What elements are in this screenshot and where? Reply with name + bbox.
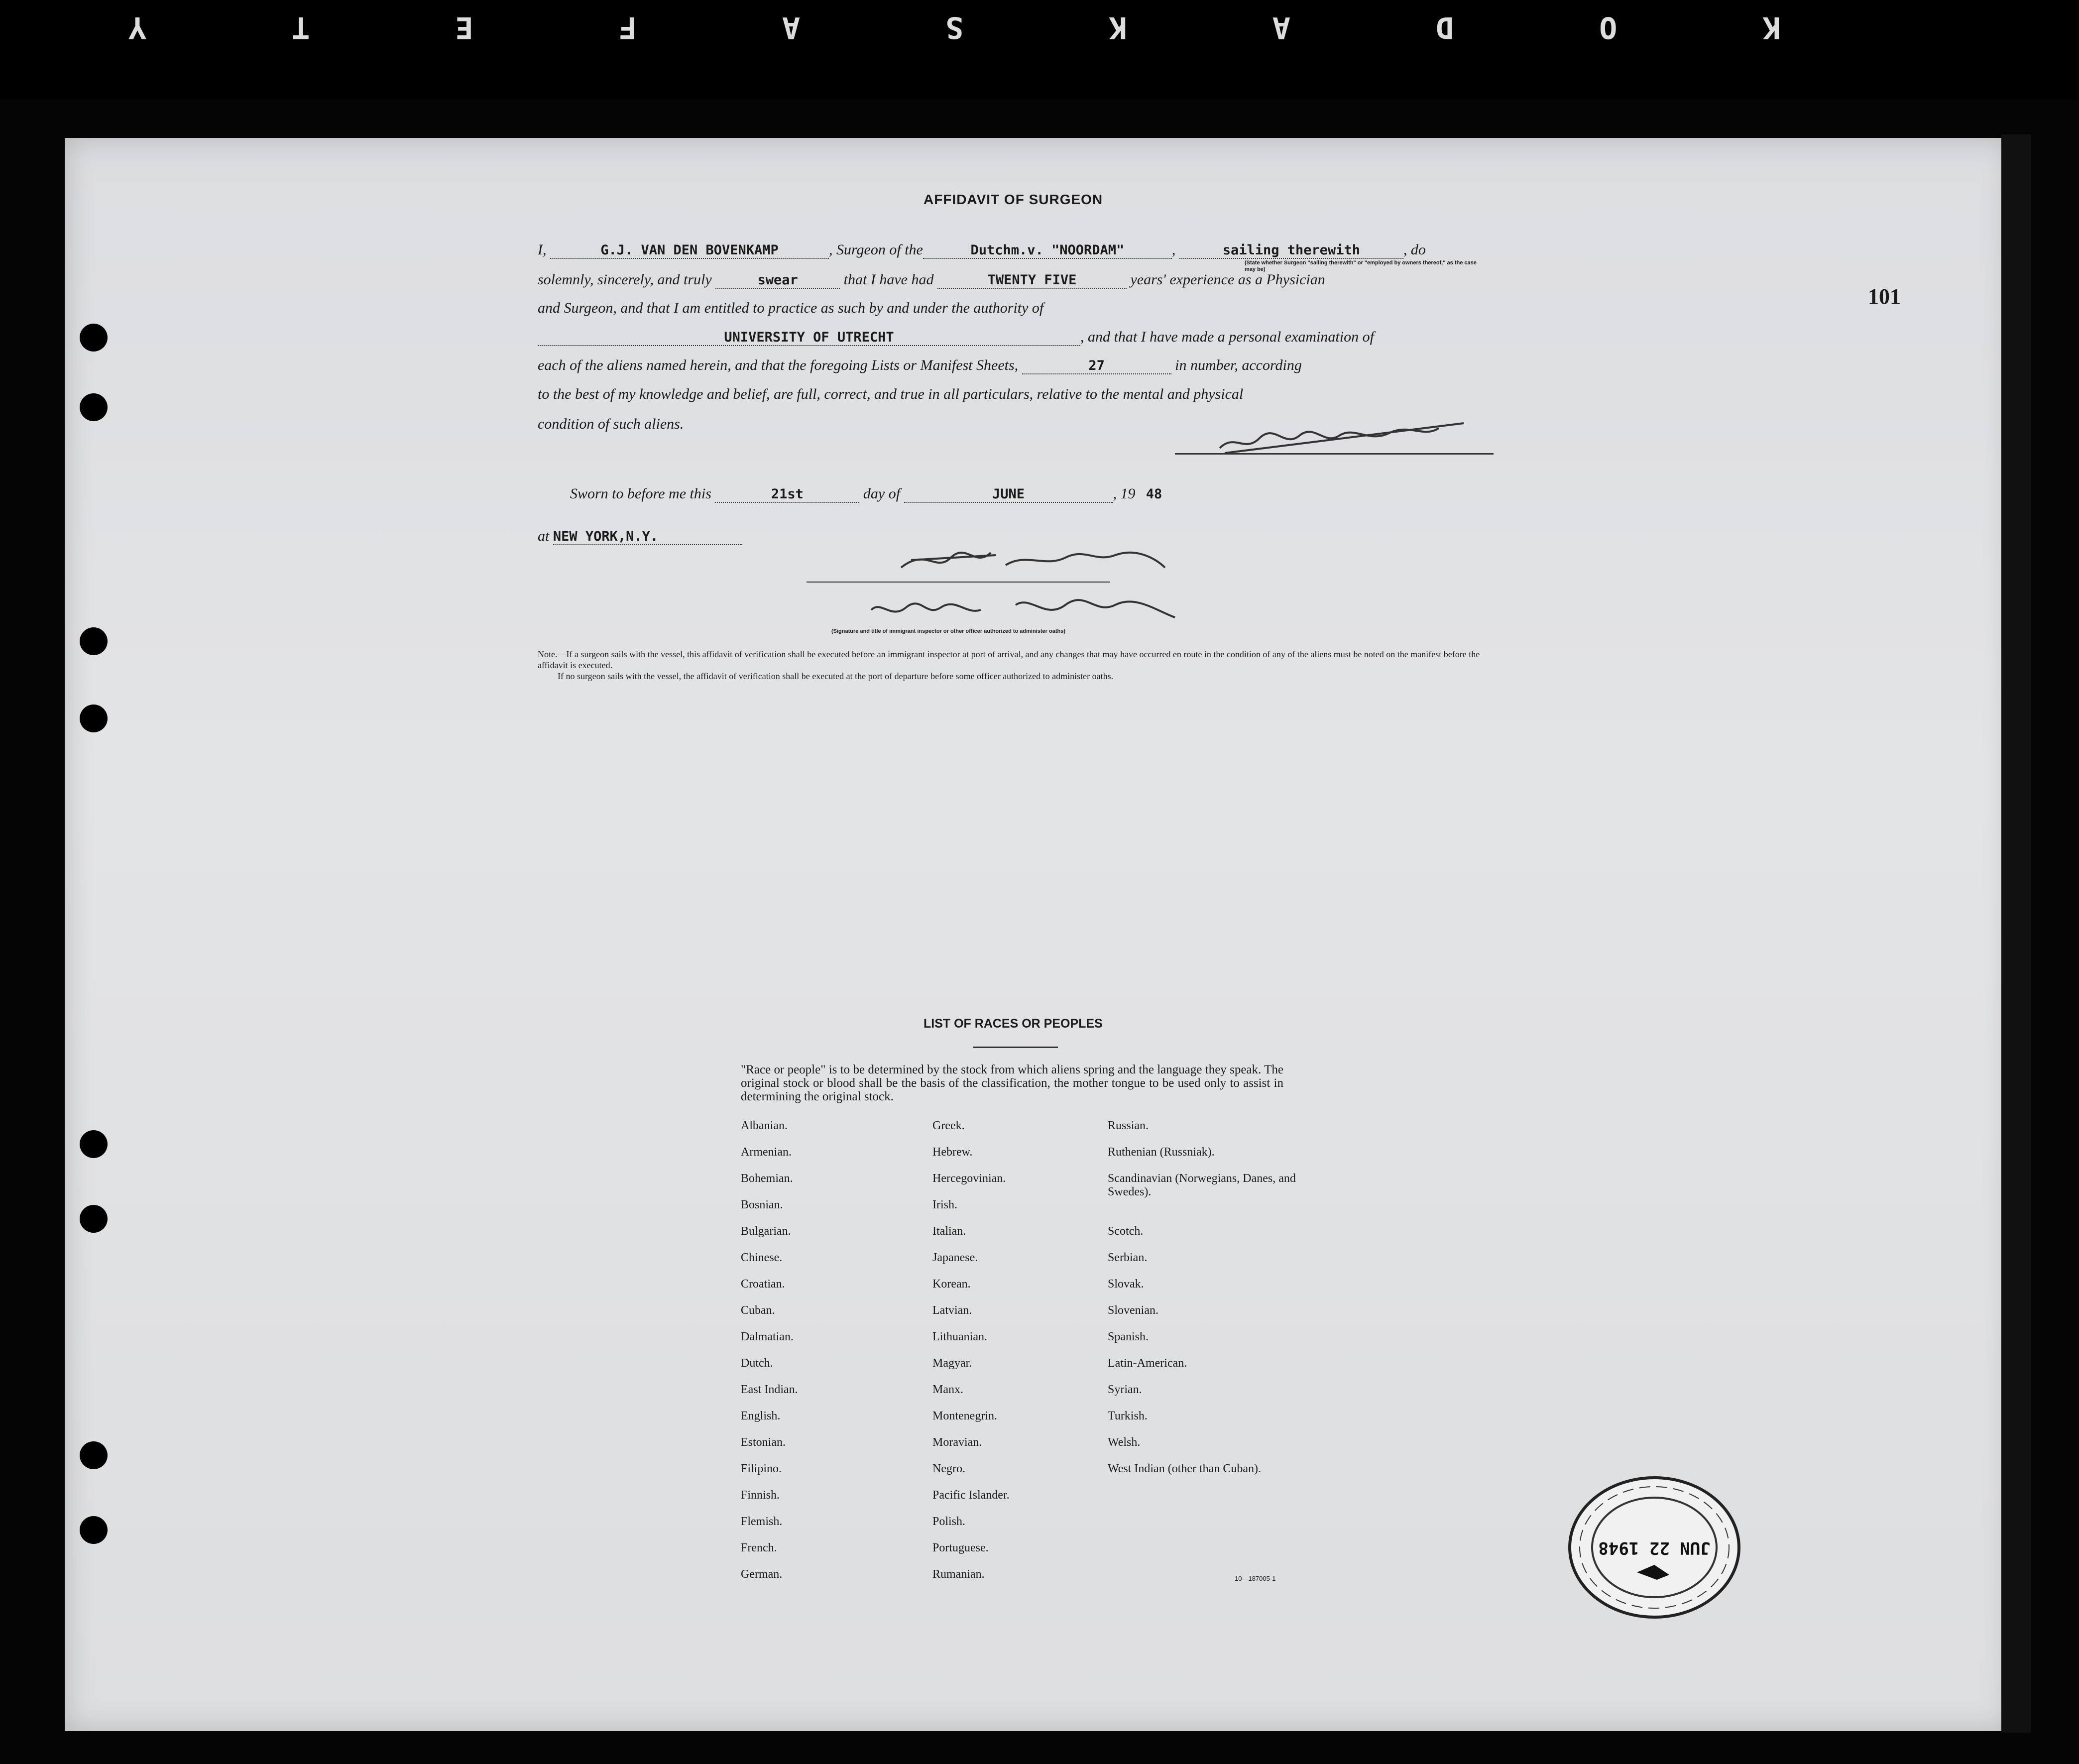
race-entry: Irish. — [932, 1198, 957, 1211]
sworn-day-field: 21st — [715, 486, 859, 503]
sailing-status-field: sailing therewith — [1179, 242, 1403, 259]
race-entry: Lithuanian. — [932, 1330, 987, 1343]
race-entry: Slovak. — [1108, 1278, 1144, 1291]
races-title-rule — [973, 1047, 1058, 1048]
race-entry: Portuguese. — [932, 1541, 989, 1554]
race-entry: Flemish. — [741, 1515, 783, 1528]
punch-hole — [80, 1441, 108, 1469]
race-entry: Magyar. — [932, 1357, 972, 1370]
race-entry: Slovenian. — [1108, 1304, 1158, 1317]
race-entry: Hercegovinian. — [932, 1172, 1006, 1185]
race-entry: Dalmatian. — [741, 1330, 794, 1343]
inspector-signature — [896, 538, 1175, 583]
affidavit-line-7: condition of such aliens. — [538, 416, 684, 432]
signature-caption: (Signature and title of immigrant inspector or other officer authorized to administer oaths) — [831, 628, 1065, 634]
affidavit-line-2: solemnly, sincerely, and truly swear that I have had TWENTY FIVE years' experience as a Physician — [538, 271, 1325, 288]
oath-field: swear — [715, 272, 840, 289]
immigration-date-stamp — [1562, 1473, 1741, 1622]
surgeon-name-field: G.J. VAN DEN BOVENKAMP — [550, 242, 829, 259]
race-entry: Filipino. — [741, 1462, 782, 1475]
punch-hole — [80, 1130, 108, 1158]
punch-hole — [80, 627, 108, 655]
race-entry: Japanese. — [932, 1251, 978, 1264]
race-entry: French. — [741, 1541, 777, 1554]
affidavit-line-1: I, G.J. VAN DEN BOVENKAMP , Surgeon of the Dutchm.v. "NOORDAM" , sailing therewith , do — [538, 241, 1426, 258]
affidavit-note — [538, 649, 1494, 682]
races-column-3 — [1108, 1119, 1297, 1489]
race-entry: Turkish. — [1108, 1410, 1148, 1422]
race-entry — [1108, 1198, 1297, 1225]
race-entry: Polish. — [932, 1515, 966, 1528]
form-number: 10—187005-1 — [1235, 1575, 1276, 1582]
race-entry: Russian. — [1108, 1119, 1149, 1132]
affidavit-title: AFFIDAVIT OF SURGEON — [924, 192, 1103, 207]
race-entry: Cuban. — [741, 1304, 775, 1317]
race-entry: Greek. — [932, 1119, 965, 1132]
race-entry: Hebrew. — [932, 1146, 973, 1159]
sworn-month-field: JUNE — [904, 486, 1113, 503]
race-entry: Spanish. — [1108, 1330, 1149, 1343]
race-entry: Albanian. — [741, 1119, 788, 1132]
race-entry: Ruthenian (Russniak). — [1108, 1146, 1215, 1159]
stamp-date: JUN 22 1948 — [1598, 1538, 1711, 1558]
film-edge-markings: K O D A K S A F E T Y — [65, 10, 1781, 45]
film-strip — [0, 0, 2079, 100]
race-entry: Montenegrin. — [932, 1410, 997, 1422]
race-entry: Chinese. — [741, 1251, 783, 1264]
inspector-title-signature — [866, 590, 1185, 627]
surgeon-signature — [1215, 413, 1474, 458]
race-entry: Korean. — [932, 1278, 971, 1291]
race-entry: Estonian. — [741, 1436, 786, 1449]
affidavit-line-5: each of the aliens named herein, and that the foregoing Lists or Manifest Sheets, 27 in number, according — [538, 357, 1302, 373]
vessel-name-field: Dutchm.v. "NOORDAM" — [923, 242, 1172, 259]
race-entry: Bosnian. — [741, 1198, 783, 1211]
race-entry: Bulgarian. — [741, 1225, 791, 1238]
race-entry: East Indian. — [741, 1383, 798, 1396]
race-entry: Dutch. — [741, 1357, 773, 1370]
race-entry: Welsh. — [1108, 1436, 1141, 1449]
punch-hole — [80, 705, 108, 732]
race-entry: Scandinavian (Norwegians, Danes, and Swedes). — [1108, 1172, 1296, 1198]
punch-hole — [80, 1516, 108, 1544]
affidavit-line-4: UNIVERSITY OF UTRECHT , and that I have made a personal examination of — [538, 329, 1374, 346]
note-paragraph-1: Note.—If a surgeon sails with the vessel, this affidavit of verification shall be executed before an immigrant inspector at port of arrival, and any changes that may have occurred en route in the condition of any of the aliens must be noted on the manifest before the affidavit is executed. — [538, 649, 1480, 670]
sworn-place-field: NEW YORK,N.Y. — [553, 529, 742, 545]
page-edge — [2001, 134, 2031, 1733]
punch-hole — [80, 1205, 108, 1233]
punch-hole — [80, 324, 108, 352]
affidavit-line-3: and Surgeon, and that I am entitled to practice as such by and under the authority of — [538, 300, 1044, 316]
races-intro: "Race or people" is to be determined by the stock from which aliens spring and the language they speak. The original stock or blood shall be the basis of the classification, the mother tongue to be used only to assist in determining the original stock. — [741, 1063, 1283, 1103]
races-list-title: LIST OF RACES OR PEOPLES — [924, 1017, 1103, 1031]
race-entry: Serbian. — [1108, 1251, 1148, 1264]
race-entry: West Indian (other than Cuban). — [1108, 1462, 1261, 1475]
inspector-signature-line — [807, 582, 1110, 583]
race-entry: Manx. — [932, 1383, 963, 1396]
race-entry: Croatian. — [741, 1278, 785, 1291]
sheet-count-field: 27 — [1022, 358, 1171, 374]
race-entry: English. — [741, 1410, 781, 1422]
race-entry: Negro. — [932, 1462, 965, 1475]
race-entry: Moravian. — [932, 1436, 982, 1449]
race-entry: Finnish. — [741, 1489, 780, 1502]
affidavit-line-6: to the best of my knowledge and belief, are full, correct, and true in all particulars, relative to the mental and physical — [538, 386, 1244, 402]
race-entry: Latvian. — [932, 1304, 972, 1317]
races-column-2 — [932, 1119, 1122, 1594]
races-column-1 — [741, 1119, 930, 1594]
authority-field: UNIVERSITY OF UTRECHT — [538, 330, 1080, 346]
sworn-place-line: at NEW YORK,N.Y. — [538, 528, 742, 545]
sailing-note: (State whether Surgeon "sailing therewith" or "employed by owners thereof," as the case may be) — [1245, 260, 1477, 272]
surgeon-signature-line — [1175, 453, 1494, 455]
race-entry: Syrian. — [1108, 1383, 1142, 1396]
sworn-line: Sworn to before me this 21st day of JUNE , 19 48 — [570, 485, 1169, 503]
race-entry: German. — [741, 1568, 783, 1581]
race-entry: Rumanian. — [932, 1568, 985, 1581]
experience-years-field: TWENTY FIVE — [937, 272, 1127, 289]
note-paragraph-2: If no surgeon sails with the vessel, the affidavit of verification shall be executed at the port of departure before some officer authorized to administer oaths. — [558, 671, 1114, 681]
race-entry: Bohemian. — [741, 1172, 793, 1185]
race-entry: Italian. — [932, 1225, 966, 1238]
race-entry: Scotch. — [1108, 1225, 1144, 1238]
race-entry: Pacific Islander. — [932, 1489, 1010, 1502]
race-entry: Latin-American. — [1108, 1357, 1187, 1370]
sworn-year-field: 48 — [1146, 486, 1162, 502]
page-number: 101 — [1868, 284, 1901, 309]
race-entry: Armenian. — [741, 1146, 792, 1159]
punch-hole — [80, 393, 108, 421]
